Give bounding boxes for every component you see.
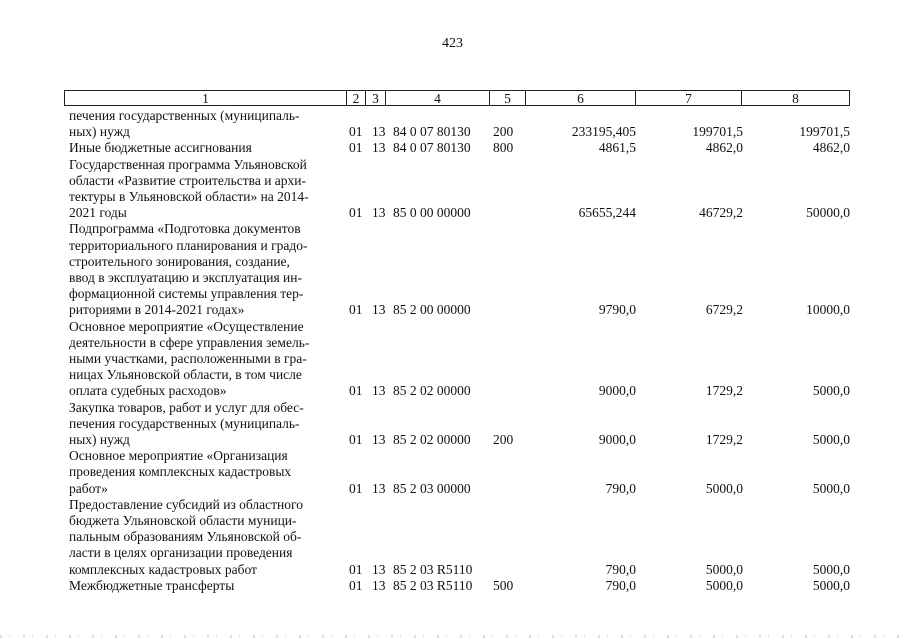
row-expense-type-code: 200 xyxy=(493,432,514,448)
row-amount-col-6: 4861,5 xyxy=(598,140,636,156)
row-subsection-code: 13 xyxy=(372,480,386,496)
row-target-article-code: 85 2 03 00000 xyxy=(393,480,471,496)
row-name: Иные бюджетные ассигнования xyxy=(69,140,252,156)
row-section-code: 01 xyxy=(349,302,363,318)
row-name: Основное мероприятие «Организация проведения комплексных кадастровых работ» xyxy=(69,448,292,496)
table-row xyxy=(69,221,850,318)
row-amount-col-7: 46729,2 xyxy=(699,205,743,221)
row-amount-col-7: 5000,0 xyxy=(705,577,743,593)
row-target-article-code: 84 0 07 80130 xyxy=(393,124,471,140)
row-amount-col-8: 4862,0 xyxy=(812,140,850,156)
row-section-code: 01 xyxy=(349,480,363,496)
header-col-3: 3 xyxy=(366,91,386,105)
row-section-code: 01 xyxy=(349,561,363,577)
row-name: Подпрограмма «Подготовка документов территориального планирования и градо- строительного зонирования, создание, ввод в эксплуатацию и эксплуатация ин- формационной системы управления тер- риториями в 2014-2021 годах» xyxy=(69,221,308,318)
row-subsection-code: 13 xyxy=(372,561,386,577)
row-name: Межбюджетные трансферты xyxy=(69,577,235,593)
row-target-article-code: 85 2 02 00000 xyxy=(393,383,471,399)
row-name: Закупка товаров, работ и услуг для обес- печения государственных (муниципаль- ных) нужд xyxy=(69,399,304,448)
row-target-article-code: 85 2 03 R5110 xyxy=(393,561,473,577)
row-subsection-code: 13 xyxy=(372,302,386,318)
row-section-code: 01 xyxy=(349,205,363,221)
row-subsection-code: 13 xyxy=(372,383,386,399)
row-amount-col-6: 790,0 xyxy=(605,480,636,496)
row-amount-col-7: 5000,0 xyxy=(705,480,743,496)
table-row xyxy=(69,400,850,449)
row-amount-col-6: 9000,0 xyxy=(598,383,636,399)
header-col-1: 1 xyxy=(65,91,347,105)
row-target-article-code: 85 0 00 00000 xyxy=(393,205,471,221)
row-amount-col-7: 4862,0 xyxy=(705,140,743,156)
header-col-5: 5 xyxy=(490,91,526,105)
table-row xyxy=(69,448,850,497)
row-amount-col-7: 1729,2 xyxy=(705,383,743,399)
row-target-article-code: 85 2 03 R5110 xyxy=(393,577,473,593)
row-amount-col-8: 5000,0 xyxy=(812,561,850,577)
row-amount-col-7: 5000,0 xyxy=(705,561,743,577)
row-amount-col-8: 5000,0 xyxy=(812,480,850,496)
header-col-6: 6 xyxy=(526,91,636,105)
row-amount-col-8: 10000,0 xyxy=(806,302,850,318)
row-amount-col-7: 6729,2 xyxy=(705,302,743,318)
table-row xyxy=(69,108,850,140)
table-body xyxy=(69,108,850,594)
row-amount-col-8: 5000,0 xyxy=(812,577,850,593)
row-amount-col-6: 790,0 xyxy=(605,561,636,577)
table-row xyxy=(69,578,850,594)
row-amount-col-7: 199701,5 xyxy=(692,124,743,140)
header-col-7: 7 xyxy=(636,91,742,105)
table-header-row xyxy=(64,90,850,106)
row-target-article-code: 84 0 07 80130 xyxy=(393,140,471,156)
row-amount-col-8: 50000,0 xyxy=(806,205,850,221)
row-name: печения государственных (муниципаль- ных) нужд xyxy=(69,108,300,140)
header-col-4: 4 xyxy=(386,91,490,105)
table-row xyxy=(69,140,850,156)
row-subsection-code: 13 xyxy=(372,432,386,448)
table-row xyxy=(69,319,850,400)
row-amount-col-8: 5000,0 xyxy=(812,383,850,399)
row-expense-type-code: 200 xyxy=(493,124,514,140)
row-amount-col-6: 233195,405 xyxy=(571,124,636,140)
row-section-code: 01 xyxy=(349,432,363,448)
row-expense-type-code: 500 xyxy=(493,577,514,593)
row-name: Основное мероприятие «Осуществление деятельности в сфере управления земель- ными участками, расположенными в гра- ницах Ульяновской области, в том числе оплата судебных расходов» xyxy=(69,318,310,399)
row-target-article-code: 85 2 02 00000 xyxy=(393,432,471,448)
row-amount-col-8: 199701,5 xyxy=(799,124,850,140)
header-col-2: 2 xyxy=(347,91,366,105)
row-subsection-code: 13 xyxy=(372,205,386,221)
row-subsection-code: 13 xyxy=(372,124,386,140)
row-expense-type-code: 800 xyxy=(493,140,514,156)
row-amount-col-6: 9790,0 xyxy=(598,302,636,318)
row-amount-col-8: 5000,0 xyxy=(812,432,850,448)
row-amount-col-7: 1729,2 xyxy=(705,432,743,448)
row-name: Предоставление субсидий из областного бюджета Ульяновской области муници- пальным образованиям Ульяновской об- ласти в целях организации проведения комплексных кадастровых работ xyxy=(69,496,303,577)
table-row xyxy=(69,497,850,578)
scan-artifact-line xyxy=(0,635,905,638)
row-section-code: 01 xyxy=(349,577,363,593)
row-section-code: 01 xyxy=(349,124,363,140)
page-number: 423 xyxy=(442,36,463,51)
row-subsection-code: 13 xyxy=(372,140,386,156)
row-section-code: 01 xyxy=(349,383,363,399)
row-section-code: 01 xyxy=(349,140,363,156)
row-amount-col-6: 65655,244 xyxy=(578,205,636,221)
table-row xyxy=(69,157,850,222)
header-col-8: 8 xyxy=(792,91,799,106)
row-target-article-code: 85 2 00 00000 xyxy=(393,302,471,318)
row-name: Государственная программа Ульяновской области «Развитие строительства и архи- тектуры в Ульяновской области» на 2014- 2021 годы xyxy=(69,156,309,221)
row-amount-col-6: 9000,0 xyxy=(598,432,636,448)
row-subsection-code: 13 xyxy=(372,577,386,593)
row-amount-col-6: 790,0 xyxy=(605,577,636,593)
